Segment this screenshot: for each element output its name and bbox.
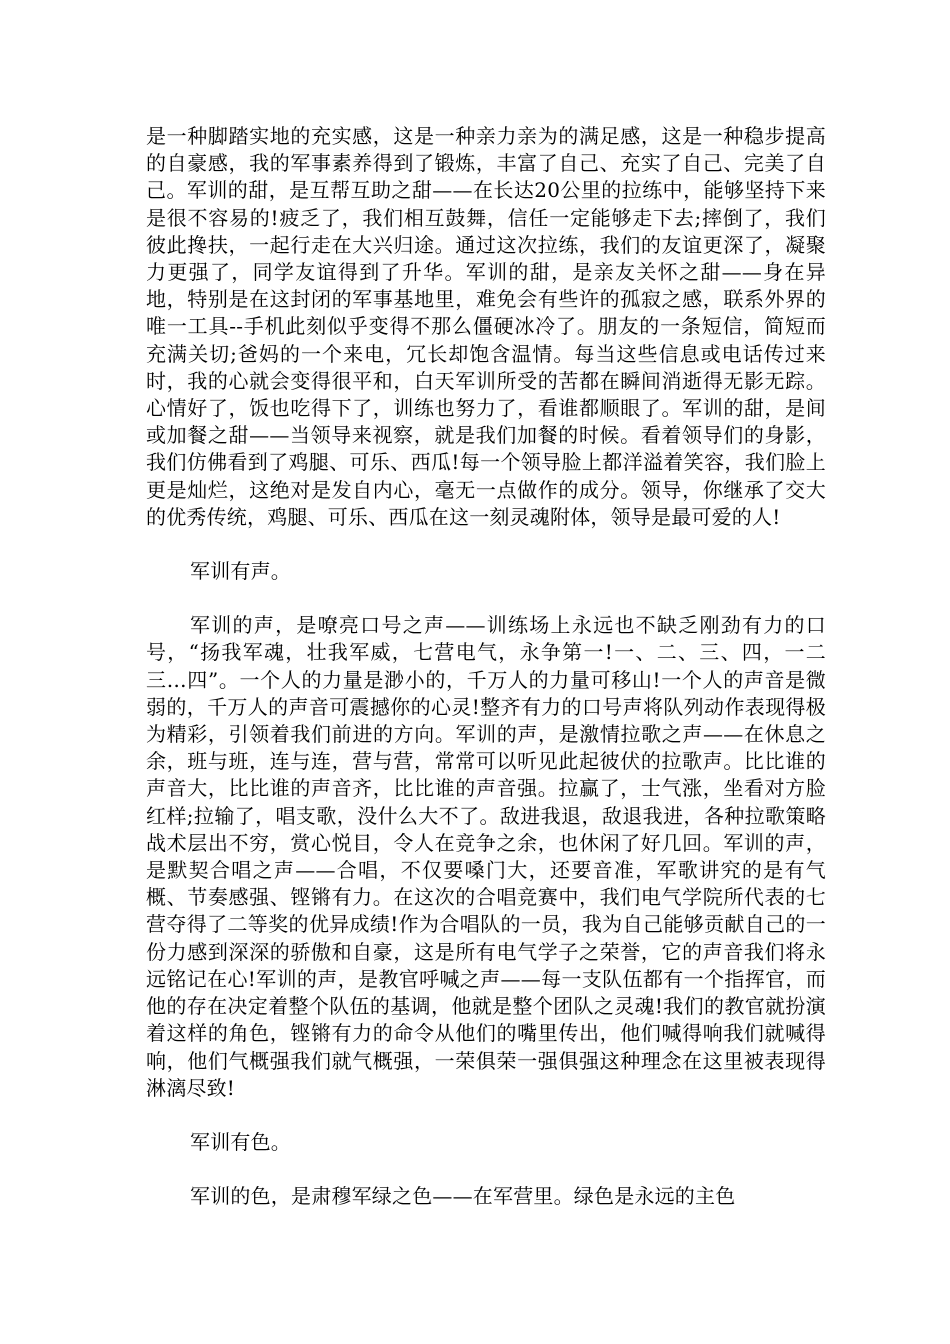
paragraph-spacer	[146, 1156, 826, 1183]
body-paragraph-sweetness: 是一种脚踏实地的充实感，这是一种亲力亲为的满足感，这是一种稳步提高的自豪感，我的军事素养得到了锻炼，丰富了自己、充实了自己、完美了自己。军训的甜，是互帮互助之甜——在长达20公里的拉练中，能够坚持下来是很不容易的!疲乏了，我们相互鼓舞，信任一定能够走下去;摔倒了，我们彼此搀扶，一起行走在大兴归途。通过这次拉练，我们的友谊更深了，凝聚力更强了，同学友谊得到了升华。军训的甜，是亲友关怀之甜——身在异地，特别是在这封闭的军事基地里，难免会有些许的孤寂之感，联系外界的唯一工具--手机此刻似乎变得不那么僵硬冰冷了。朋友的一条短信，简短而充满关切;爸妈的一个来电，冗长却饱含温情。每当这些信息或电话传过来时，我的心就会变得很平和，白天军训所受的苦都在瞬间消逝得无影无踪。心情好了，饭也吃得下了，训练也努力了，看谁都顺眼了。军训的甜，是间或加餐之甜——当领导来视察，就是我们加餐的时候。看着领导们的身影，我们仿佛看到了鸡腿、可乐、西瓜!每一个领导脸上都洋溢着笑容，我们脸上更是灿烂，这绝对是发自内心，毫无一点做作的成分。领导，你继承了交大的优秀传统，鸡腿、可乐、西瓜在这一刻灵魂附体，领导是最可爱的人!	[146, 124, 826, 529]
body-paragraph-sound: 军训的声，是嘹亮口号之声——训练场上永远也不缺乏刚劲有力的口号，“扬我军魂，壮我军威，七营电气，永争第一!一、二、三、四，一二三…四”。一个人的力量是渺小的，千万人的力量可移山!一个人的声音是微弱的，千万人的声音可震撼你的心灵!整齐有力的口号声将队列动作表现得极为精彩，引领着我们前进的方向。军训的声，是激情拉歌之声——在休息之余，班与班，连与连，营与营，常常可以听见此起彼伏的拉歌声。比比谁的声音大，比比谁的声音齐，比比谁的声音强。拉赢了，士气涨，坐看对方脸红样;拉输了，唱支歌，没什么大不了。敌进我退，敌退我进，各种拉歌策略战术层出不穷，赏心悦目，令人在竞争之余，也休闲了好几回。军训的声，是默契合唱之声——合唱，不仅要嗓门大，还要音准，军歌讲究的是有气概、节奏感强、铿锵有力。在这次的合唱竞赛中，我们电气学院所代表的七营夺得了二等奖的优异成绩!作为合唱队的一员，我为自己能够贡献自己的一份力感到深深的骄傲和自豪，这是所有电气学子之荣誉，它的声音我们将永远铭记在心!军训的声，是教官呼喊之声——每一支队伍都有一个指挥官，而他的存在决定着整个队伍的基调，他就是整个团队之灵魂!我们的教官就扮演着这样的角色，铿锵有力的命令从他们的嘴里传出，他们喊得响我们就喊得响，他们气概强我们就气概强，一荣俱荣一强俱强这种理念在这里被表现得淋漓尽致!	[146, 613, 826, 1100]
paragraph-spacer	[146, 585, 826, 612]
body-paragraph-color: 军训的色，是肃穆军绿之色——在军营里。绿色是永远的主色	[190, 1184, 736, 1209]
paragraph-spacer	[146, 531, 826, 558]
section-heading-sound: 军训有声。	[190, 559, 291, 584]
document-page	[146, 123, 826, 1210]
paragraph-spacer	[146, 1102, 826, 1129]
section-heading-color: 军训有色。	[190, 1129, 291, 1154]
